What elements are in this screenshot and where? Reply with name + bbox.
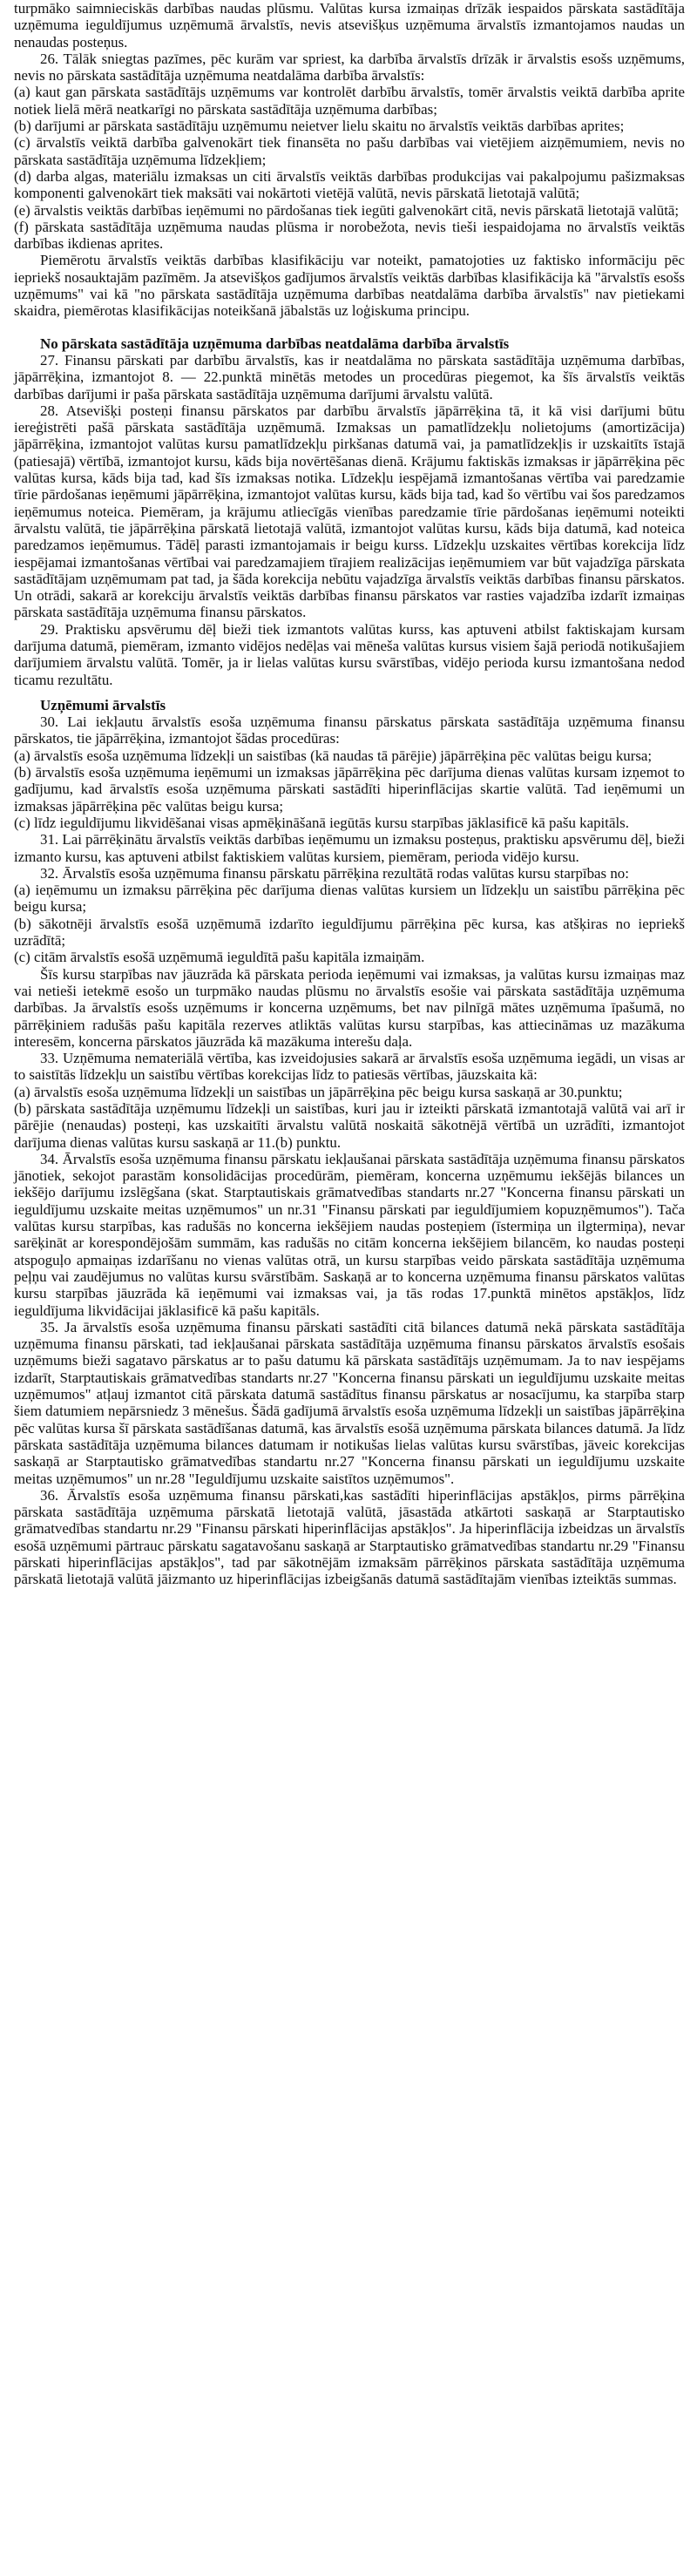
list-item: (a) ārvalstīs esoša uzņēmuma līdzekļi un saistības un jāpārrēķina pēc beigu kursa saskaņā ar 30.punktu;	[14, 1083, 623, 1100]
paragraph: 26. Tālāk sniegtas pazīmes, pēc kurām var spriest, ka darbība ārvalstīs drīzāk ir ārvalstis esošs uzņēmums, nevis no pārskata sastādītāja uzņēmuma neatdalāma darbība ārvalstīs:	[14, 50, 685, 85]
list-item: (a) kaut gan pārskata sastādītājs uzņēmums var kontrolēt darbību ārvalstīs, tomēr ārvalstis veiktā darbība aprite notiek lielā mērā neatkarīgi no pārskata sastādītāja uzņēmuma darbības;	[14, 84, 685, 118]
paragraph: 28. Atsevišķi posteņi finansu pārskatos par darbību ārvalstīs jāpārrēķina tā, it kā visi darījumi būtu iereģistrēti pašā pārskata sastādītāja uzņēmumā. Izmaksas un pamatlīdzekļu nolietojums (amortizācija) jāpārrēķina, izmantojot valūtas kursu pamatlīdzekļu pirkšanas datumā vai, ja pamatlīdzekļis ir uzskaitīts īstajā (patiesajā) vērtībā, izmantojot kursu, kāds bija novērtēšanas dienā. Krājumu faktiskās izmaksas ir jāpārrēķina pēc valūtas kursa, kāds bija tad, kad šīs izmaksas notika. Līdzekļu iespējamā izmantošanas vērtība vai paredzamie tīrie pārdošanas ieņēmumi jāpārrēķina, izmantojot valūtas kursu, kāds bija tad, kad šo vērtību vai šos paredzamos ieņēmumus noteica. Piemēram, ja krājumu atliecīgās vienības paredzamie tīrie pārdošanas ieņēmumi noteikti ārvalstu valūtā, tie jāpārrēķina pārskatā lietotajā valūtā, izmantojot valūtas kursu, kāds bija datumā, kad noteica paredzamos ieņēmumus. Tādēļ parasti izmantojamais ir beigu kurss. Līdzekļu uzskaites vērtības korekcija līdz iespējamai izmantošanas vērtībai vai paredzamajiem tīrajiem realizācijas ieņēmumiem var būt vajadzīga pārskata sastādītājam uzņēmumam pat tad, ja šāda korekcija nebūtu vajadzīga ārvalstīs veiktās darbības finansu pārskatos. Un otrādi, sakarā ar korekciju ārvalstīs veiktās darbības finansu pārskatos var rasties vajadzība izdarīt izmaiņas pārskata sastādītāja uzņēmuma finansu pārskatos.	[14, 402, 685, 621]
paragraph: 32. Ārvalstīs esoša uzņēmuma finansu pārskatu pārrēķina rezultātā rodas valūtas kursu starpības no:	[40, 864, 629, 882]
list-item: (e) ārvalstis veiktās darbības ieņēmumi no pārdošanas tiek iegūti galvenokārt citā, nevis pārskatā lietotajā valūtā;	[14, 201, 680, 219]
paragraph: 36. Ārvalstīs esoša uzņēmuma finansu pārskati,kas sastādīti hiperinflācijas apstākļos, pirms pārrēķina pārskata sastādītāja uzņēmuma pārskatā lietotajā valūtā, jāsastāda atkārtoti saskaņā ar Starptautisko grāmatvedības standartu nr.29 "Finansu pārskati hiperinflācijas apstākļos". Ja hiperinflācija izbeidzas un ārvalstīs esošā uzņēmumi pārtrauc pārskatu sagatavošanu saskaņā ar Starptautisko grāmatvedības standartu nr.29 "Finansu pārskati hiperinflācijas apstākļos", tad par sākotnējām izmaksām pārrēķinos pārskata sastādītāja uzņēmuma pārskatā lietotajā valūtā jāizmanto uz hiperinflācijas izbeigšanās datumā sastādītajām vienības izteiktās summas.	[14, 1486, 685, 1588]
paragraph: 31. Lai pārrēķinātu ārvalstīs veiktās darbības ieņēmumu un izmaksu posteņus, praktisku apsvērumu dēļ, bieži izmanto kursu, kas aptuveni atbilst faktiskiem valūtas kursiem, piemēram, perioda vidējo kursu.	[14, 831, 685, 865]
paragraph: 27. Finansu pārskati par darbību ārvalstīs, kas ir neatdalāma no pārskata sastādītāja uzņēmuma darbības, jāpārrēķina, izmantojot 8. — 22.punktā minētās metodes un procedūras piegemot, ka šīs ārvalstīs veiktās darbības darījumi ir paša pārskata sastādītāja uzņēmuma darījumi ārvalstu valūtā.	[14, 351, 685, 402]
list-item: (b) pārskata sastādītāja uzņēmumu līdzekļi un saistības, kuri jau ir izteikti pārskatā izmantotajā valūtā vai arī ir pārējie (nenaudas) posteņi, kas uzskaitīti ārvalstu valūtā noskaitā sākotnējā vērtībā un uzrādīti, izmantojot darījuma dienas valūtas kursu saskaņā ar 11.(b) punktu.	[14, 1100, 685, 1151]
list-item: (c) ārvalstīs veiktā darbība galvenokārt tiek finansēta no pašu darbības vai vietējiem aizņēmumiem, nevis no pārskata sastādītāja uzņēmuma līdzekļiem;	[14, 134, 685, 168]
list-item: (a) ārvalstīs esoša uzņēmuma līdzekļi un saistības (kā naudas tā pārējie) jāpārrēķina pēc valūtas beigu kursa;	[14, 747, 653, 764]
paragraph: 33. Uzņēmuma nemateriālā vērtība, kas izveidojusies sakarā ar ārvalstīs esoša uzņēmuma iegādi, un visas ar to saistītās līdzekļu un saistību vērtības korekcijas līdz to patiesās vērtības, jāuzskaita kā:	[14, 1050, 685, 1084]
paragraph: 34. Ārvalstīs esoša uzņēmuma finansu pārskatu iekļaušanai pārskata sastādītāja uzņēmuma finansu pārskatos jānotiek, sekojot parastām konsolidācijas procedūrām, piemēram, koncerna uzņēmumu iekšējās bilances un iekšējo darījumu izslēgšana (skat. Starptautiskais grāmatvedības standarts nr.27 "Koncerna finansu pārskati un ieguldījumu uzskaite meitas uzņēmumos" un nr.31 "Finansu pārskati par ieguldījumiem kopuzņēmumos"). Tača valūtas kursu starpības, kas radušās no koncerna iekšējiem naudas posteņiem (īstermiņa un ilgtermiņa), nevar sarēķināt ar korespondējošām summām, kas radušās no citām koncerna iekšējiem bilancēm, ko naudas posteņi atspoguļo apmaiņas izdarīšanu no vienas valūtas otrā, un kursu starpības veido pārskata sastādītāja uzņēmuma peļņu vai zaudējumus no valūtas kursu svārstībām. Saskaņā ar to koncerna uzņēmuma finansu pārskatos valūtas kursu starpības jāuzrāda kā ieņēmumi vai izmaksas vai, ja tās rodas 17.punktā minētos apstākļos, līdz ieguldījuma likvidācijai jāklasificē kā pašu kapitāls.	[14, 1150, 685, 1319]
list-item: turpmāko saimnieciskās darbības naudas plūsmu. Valūtas kursa izmaiņas drīzāk iespaidos pārskata sastādītāja uzņēmuma ieguldījumus uzņēmumā ārvalstīs, nevis atsevišķus uzņēmuma ārvalstīs izmantojamos naudas un nenaudas posteņus.	[14, 0, 685, 51]
section-heading: Uzņēmumi ārvalstīs	[40, 696, 166, 713]
paragraph: 35. Ja ārvalstīs esoša uzņēmuma finansu pārskati sastādīti citā bilances datumā nekā pārskata sastādītāja uzņēmuma finansu pārskati, tad iekļaušanai pārskata sastādītāja uzņēmuma finansu pārskatos ārvalstīs esošais uzņēmums bieži sagatavo pārskatus ar to pašu datumu kā pārskata sastādītājs uzņēmumam. Ja to nav iespējams izdarīt, Starptautiskais grāmatvedības standarts nr.27 "Koncerna finansu pārskati un ieguldījumu uzskaite meitas uzņēmumos" atļauj izmantot citā pārskata datumā sastādītus finansu pārskatus ar nosacījumu, ka starpība starp šiem datumiem nepārsniedz 3 mēnešus. Šādā gadījumā ārvalstīs esoša uzņēmuma līdzekļi un saistības jāpārrēķina pēc valūtas kursa šī pārskata sastādīšanas datumā, kas ārvalstīs esošā uzņēmuma pārskata bilances datumā. Ja līdz pārskata sastādītāja uzņēmuma bilances datumam ir notikušas lielas valūtas kursu svārstības, jāveic korekcijas saskaņā ar Starptautisko grāmatvedības standartu nr.27 "Koncerna finansu pārskati un ieguldījumu uzskaite meitas uzņēmumos" un nr.28 "Ieguldījumu uzskaite saistītos uzņēmumos".	[14, 1318, 685, 1487]
list-item: (b) sākotnēji ārvalstīs esošā uzņēmumā izdarīto ieguldījumu pārrēķina pēc kursa, kas atšķiras no iepriekš uzrādītā;	[14, 915, 685, 950]
paragraph: 30. Lai iekļautu ārvalstīs esoša uzņēmuma finansu pārskatus pārskata sastādītāja uzņēmuma finansu pārskatos, tie jāpārrēķina, izmantojot šādas procedūras:	[14, 713, 685, 747]
list-item: (a) ieņēmumu un izmaksu pārrēķina pēc darījuma dienas valūtas kursiem un līdzekļu un saistību pārrēķina pēc beigu kursa;	[14, 882, 685, 916]
list-item: (f) pārskata sastādītāja uzņēmuma naudas plūsma ir norobežota, nevis tieši iespaidojama no ārvalstīs veiktās darbības ikdienas aprites.	[14, 218, 685, 253]
paragraph: Piemērotu ārvalstīs veiktās darbības klasifikāciju var noteikt, pamatojoties uz faktisko informāciju pēc iepriekš nosauktajām pazīmēm. Ja atsevišķos gadījumos ārvalstīs veiktās darbības klasifikācija kā "ārvalstīs esošs uzņēmums" vai kā "no pārskata sastādītāja uzņēmuma darbības neatdalāma darbība ārvalstīs" nav pietiekami skaidra, piemērotas klasifikācijas noteikšanā jābalstās uz loģiskuma principu.	[14, 252, 685, 320]
paragraph: 29. Praktisku apsvērumu dēļ bieži tiek izmantots valūtas kurss, kas aptuveni atbilst faktiskajam kursam darījuma datumā, piemēram, izmanto vidējos nedēļas vai mēneša valūtas kursus visiem šajā periodā notikušajiem darījumiem ārvalstu valūtā. Tomēr, ja ir lielas valūtas kursu svārstības, vidējo perioda kursu izmantošana nedod ticamu rezultātu.	[14, 620, 685, 688]
list-item: (d) darba algas, materiālu izmaksas un citi ārvalstīs veiktās darbības produkcijas vai pakalpojumu pašizmaksas komponenti galvenokārt tiek maksāti vai nokārtoti vietējā valūtā, nevis pārskatā lietotajā valūtā;	[14, 167, 685, 202]
list-item: (b) darījumi ar pārskata sastādītāju uzņēmumu neietver lielu skaitu no ārvalstīs veiktās darbības aprites;	[14, 118, 625, 135]
list-item: (c) citām ārvalstīs esošā uzņēmumā ieguldītā pašu kapitāla izmaiņām.	[14, 949, 425, 966]
list-item: (b) ārvalstīs esoša uzņēmuma ieņēmumi un izmaksas jāpārrēķina pēc darījuma dienas valūtas kursam izņemot to gadījumu, kad ārvalstīs esoša uzņēmuma pārskati sastādīti hiperinflācijas skartie valūtā. Tad ieņēmumi un izmaksas jāpārrēķina pēc valūtas beigu kursa;	[14, 764, 685, 815]
section-heading: No pārskata sastādītāja uzņēmuma darbības neatdalāma darbība ārvalstīs	[40, 335, 510, 352]
list-item: (c) līdz ieguldījumu likvidēšanai visas apmēķināšanā iegūtās kursu starpības jāklasificē kā pašu kapitāls.	[14, 814, 629, 831]
paragraph: Šīs kursu starpības nav jāuzrāda kā pārskata perioda ieņēmumi vai izmaksas, ja valūtas kursu izmaiņas maz vai netieši ietekmē esošo un turpmāko naudas plūsmu no ārvalstīs esošie vai pārskata sastādītāja uzņēmuma darbības. Ja ārvalstīs esošs uzņēmums ir koncerna uzņēmums, bet nav pilnīgā mātes uzņēmuma īpašumā, no pārrēķiniem radušās pašu kapitāla rezerves atliktās valūtas kursu starpības, kas attiecināmas uz mazākuma interesēm, koncerna pārskatos jāuzrāda kā mazākuma interešu daļa.	[14, 965, 685, 1050]
